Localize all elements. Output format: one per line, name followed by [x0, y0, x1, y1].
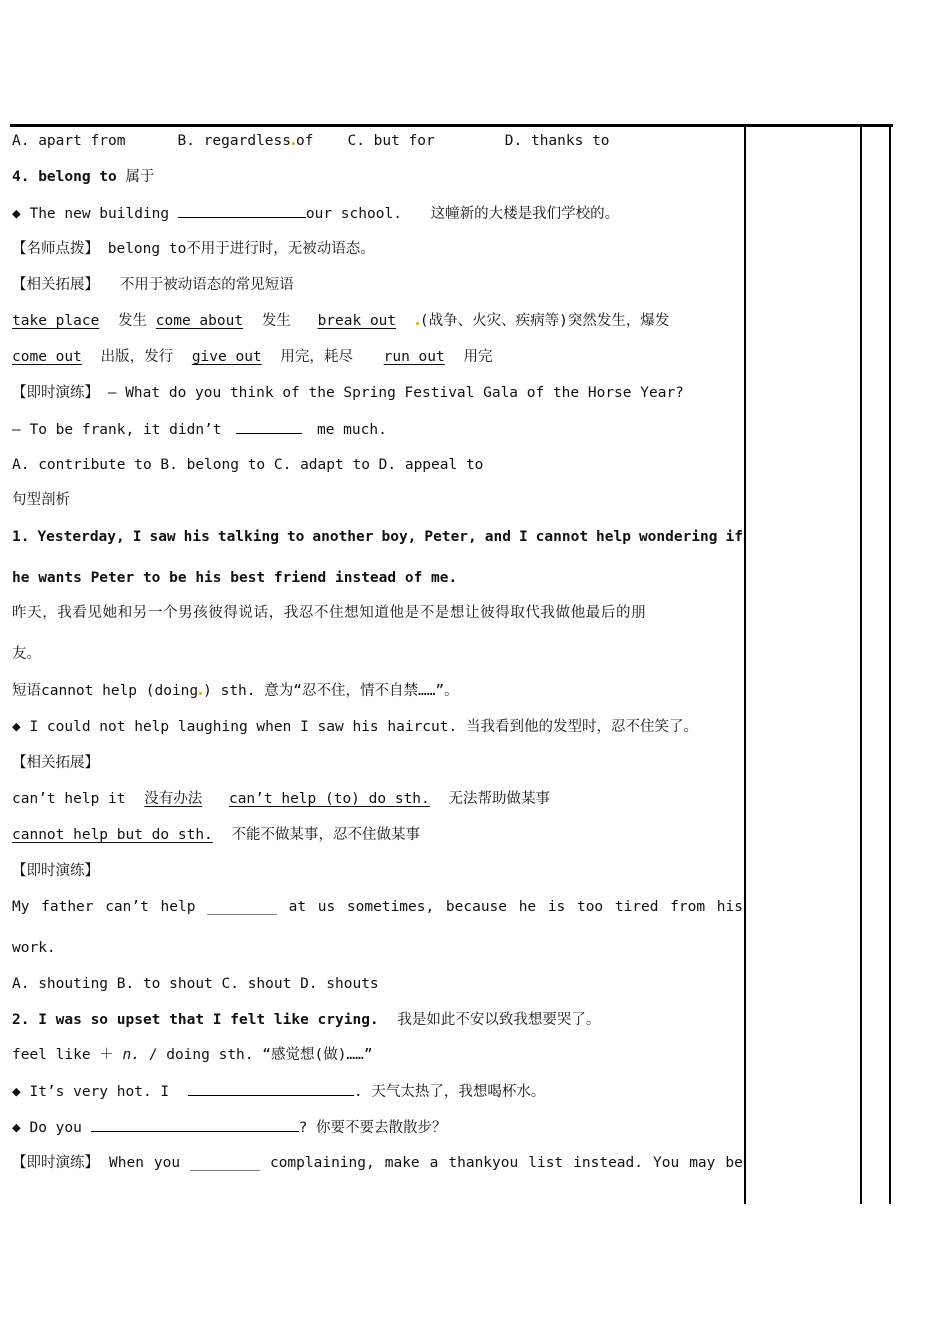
practice-tag-line — [12, 861, 99, 881]
word: can’t — [105, 899, 149, 915]
option-d: D. thanks to — [504, 133, 610, 149]
phrase-meaning: 发生 — [261, 313, 291, 329]
practice-sentence — [12, 897, 743, 917]
usage-text-b: / doing sth. “感觉想(做)……” — [148, 1047, 373, 1063]
word: if — [725, 529, 743, 545]
phrase-run-out: run out — [383, 349, 445, 365]
word: his — [183, 529, 210, 545]
word: from — [670, 899, 706, 915]
example-line-3 — [12, 1081, 545, 1102]
practice-sentence-continued — [12, 938, 56, 958]
item-phrase: belong to — [38, 169, 117, 185]
phrase-meaning: 没有办法 — [144, 791, 203, 807]
word: make — [384, 1155, 420, 1171]
word: When — [109, 1155, 144, 1171]
word: I — [132, 529, 142, 545]
word: Peter, — [424, 529, 477, 545]
word: thankyou — [448, 1155, 519, 1171]
word: and — [484, 529, 511, 545]
example-text-b: . 天气太热了，我想喝杯水。 — [353, 1084, 546, 1100]
word: wondering — [638, 529, 718, 545]
example-line-2 — [12, 717, 698, 737]
sentence-1-translation — [12, 603, 646, 623]
options-text: A. contribute to B. belong to C. adapt to D. appeal to — [12, 457, 484, 473]
options-line-3 — [12, 974, 379, 994]
item-4-heading — [12, 167, 155, 187]
word: sometimes, — [346, 899, 435, 915]
word: too — [576, 899, 604, 915]
word: tired — [614, 899, 659, 915]
answer-text-b: me much. — [316, 422, 387, 438]
phrase-meaning: 用完 — [463, 349, 493, 365]
word: his — [716, 899, 743, 915]
extension-text: 不用于被动语态的常见短语 — [119, 277, 294, 293]
sentence-text: 2. I was so upset that I felt like crying. — [12, 1012, 379, 1028]
sentence-2 — [12, 1010, 600, 1030]
word: father — [41, 899, 94, 915]
translation-continued — [12, 644, 41, 664]
column-divider-2 — [860, 124, 862, 1204]
mark-dot — [199, 692, 202, 695]
example-text: ◆ I could not help laughing when I saw his haircut. 当我看到他的发型时，忍不住笑了。 — [12, 719, 698, 735]
example-text-a: ◆ It’s very hot. I — [12, 1084, 170, 1100]
phrase-take-place: take place — [12, 313, 100, 329]
help-phrases-1 — [12, 789, 550, 809]
phrase-meaning: (战争、火灾、疾病等)突然发生，爆发 — [419, 313, 670, 329]
explanation-text-a: 短语cannot help (doing — [12, 683, 199, 699]
feel-like-usage — [12, 1045, 373, 1065]
extension-tag: 【相关拓展】 — [12, 277, 99, 293]
translation-text: 昨天，我看见她和另一个男孩彼得说话，我忍不住想知道他是不是想让彼得取代我做他最后的朋 — [12, 605, 647, 621]
word: be — [725, 1155, 743, 1171]
word: ________ — [207, 899, 277, 915]
sentence-translation: 我是如此不安以致我想要哭了。 — [397, 1012, 601, 1028]
phrase-list-2 — [12, 347, 492, 367]
practice-text: — What do you think of the Spring Festival Gala of the Horse Year? — [107, 385, 684, 401]
word: to — [286, 529, 305, 545]
translation-text: 友。 — [12, 646, 41, 662]
section-heading — [12, 490, 70, 510]
phrase-meaning: 无法帮助做某事 — [448, 791, 550, 807]
word: another — [312, 529, 374, 545]
phrase-text: cannot help but do sth. — [12, 827, 213, 843]
example-line-4 — [12, 1117, 447, 1138]
word: 1. — [12, 529, 30, 545]
word: list — [528, 1155, 564, 1171]
answer-text-a: — To be frank, it didn’t — [12, 422, 222, 438]
word: may — [689, 1155, 716, 1171]
tip-text: belong to不用于进行时，无被动语态。 — [107, 241, 375, 257]
teacher-tip — [12, 239, 375, 259]
word: you — [153, 1155, 181, 1171]
phrase-meaning: 出版，发行 — [100, 349, 174, 365]
phrase-meaning: 不能不做某事，忍不住做某事 — [231, 827, 421, 843]
phrase-give-out: give out — [191, 349, 262, 365]
fill-blank — [236, 419, 302, 434]
phrase-text: can’t help (to) do sth. — [228, 791, 430, 807]
phrase-break-out: break out — [317, 313, 397, 329]
example-text-b: ? 你要不要去散散步？ — [298, 1120, 447, 1136]
options-text: A. shouting B. to shout C. shout D. shouts — [12, 976, 379, 992]
example-translation: 这幢新的大楼是我们学校的。 — [430, 206, 620, 222]
sentence-1-continued — [12, 568, 457, 588]
word: ________ — [190, 1155, 260, 1171]
usage-text-a: feel like ＋ — [12, 1047, 114, 1063]
option-b: B. regardless — [177, 133, 291, 149]
practice-tag: 【即时演练】 — [12, 385, 99, 401]
table-top-border — [10, 124, 893, 127]
word: he — [518, 899, 537, 915]
related-extension — [12, 275, 294, 295]
practice-answer-line — [12, 419, 387, 440]
sentence-text: work. — [12, 940, 56, 956]
word: My — [12, 899, 30, 915]
diamond-bullet-icon: ◆ — [12, 206, 21, 222]
option-a: A. apart from — [12, 133, 126, 149]
fill-blank — [91, 1117, 299, 1132]
item-meaning: 属于 — [125, 169, 155, 185]
practice-tag: 【即时演练】 — [12, 1155, 99, 1171]
practice-question — [12, 383, 684, 403]
word: I — [518, 529, 528, 545]
word: help — [596, 529, 631, 545]
practice-tag: 【即时演练】 — [12, 863, 99, 879]
word: cannot — [535, 529, 589, 545]
example-text-b: our school. — [305, 206, 402, 222]
options-line-2 — [12, 455, 483, 475]
phrase-text: can’t help it — [12, 791, 126, 807]
word: saw — [149, 529, 176, 545]
help-phrases-2 — [12, 825, 420, 845]
word: help — [160, 899, 196, 915]
explanation-text-b: ) sth. 意为“忍不住，情不自禁……”。 — [203, 683, 459, 699]
column-divider-1 — [744, 124, 746, 1204]
fill-blank — [188, 1081, 354, 1096]
word: complaining, — [269, 1155, 375, 1171]
option-b-tail: of — [296, 133, 314, 149]
word: a — [429, 1155, 439, 1171]
phrase-explanation — [12, 681, 459, 701]
section-title: 句型剖析 — [12, 492, 70, 508]
word: talking — [217, 529, 279, 545]
word: at — [288, 899, 307, 915]
option-c: C. but for — [347, 133, 435, 149]
example-text-a: The new building — [29, 206, 170, 222]
phrase-come-about: come about — [155, 313, 244, 329]
phrase-list-1 — [12, 311, 669, 331]
example-line — [12, 203, 619, 224]
word: You — [653, 1155, 680, 1171]
word: because — [445, 899, 508, 915]
practice-line-final — [12, 1153, 743, 1173]
column-divider-3 — [889, 124, 891, 1204]
word: boy, — [381, 529, 417, 545]
word: Yesterday, — [37, 529, 125, 545]
mark-dot — [416, 322, 419, 325]
sentence-1 — [12, 527, 743, 547]
options-line-1 — [12, 131, 610, 151]
word: instead. — [573, 1155, 643, 1171]
tip-tag: 【名师点拨】 — [12, 241, 99, 257]
sentence-text: he wants Peter to be his best friend instead of me. — [12, 570, 458, 586]
usage-noun: n. — [122, 1047, 141, 1063]
item-number: 4. — [12, 169, 30, 185]
phrase-meaning: 发生 — [118, 313, 148, 329]
word: is — [547, 899, 566, 915]
mark-dot — [292, 142, 295, 145]
phrase-meaning: 用完，耗尽 — [280, 349, 353, 365]
worksheet-table — [10, 124, 893, 1184]
example-text-a: ◆ Do you — [12, 1120, 82, 1136]
related-extension-2 — [12, 753, 99, 773]
extension-tag: 【相关拓展】 — [12, 755, 99, 771]
fill-blank — [178, 203, 306, 218]
phrase-come-out: come out — [12, 349, 82, 365]
word: us — [317, 899, 336, 915]
